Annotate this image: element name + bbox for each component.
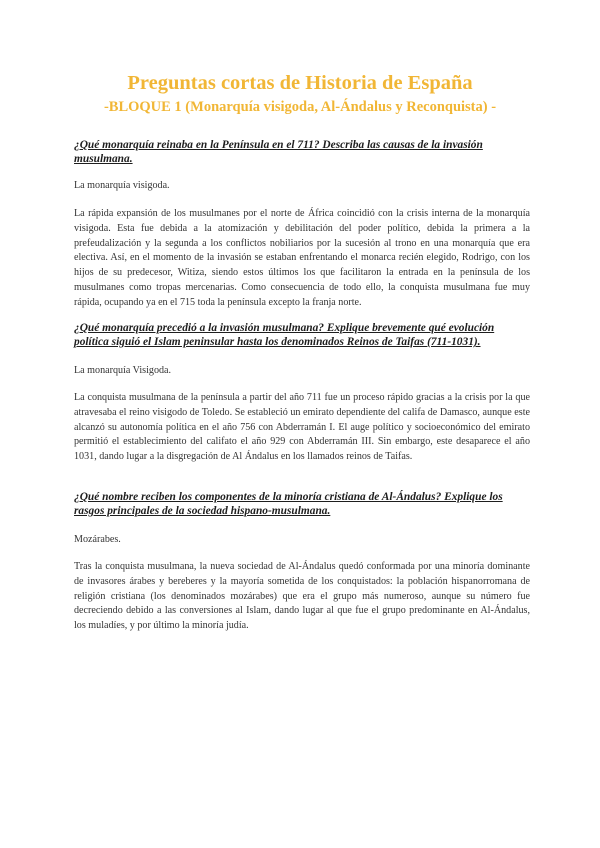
answer-1: La rápida expansión de los musulmanes por el norte de África coincidió con la crisis interna de la monarquía visigoda. Esta fue debida a la atomización y debilitación del poder político, debida la primera a la prefeudalización y la segunda a los conflictos nobiliarios por la sucesión al trono en una monarquía que era electiva. Así, en el momento de la invasión se estaban enfrentando el monarca recién elegido, Rodrigo, con los hijos de su predecesor, Witiza, siendo estos últimos los que facilitaron la entrada en la península de los musulmanes como tropas mercenarias. Como consecuencia de todo ello, la conquista musulmana fue muy rápida, ocupando ya en el 715 toda la península excepto la franja norte.: [74, 208, 530, 308]
question-1: ¿Qué monarquía reinaba en la Península en el 711? Describa las causas de la invasión musulmana.: [74, 139, 483, 165]
short-answer-2: La monarquía Visigoda.: [74, 365, 172, 376]
question-2: ¿Qué monarquía precedió a la invasión musulmana? Explique brevemente qué evolución política siguió el Islam peninsular hasta los denominados Reinos de Taifas (711-1031).: [74, 322, 495, 348]
short-answer-1: La monarquía visigoda.: [74, 180, 170, 191]
answer-3: Tras la conquista musulmana, la nueva sociedad de Al-Ándalus quedó conformada por una minoría dominante de invasores árabes y bereberes y la mayoría sometida de los conquistados: la población hispanorromana de religión cristiana (los denominados mozárabes) que era el grupo más numeroso, aunque su número fue decreciendo debido a las conversiones al Islam, dando lugar al que fue el grupo predominante en Al-Ándalus, los muladíes, y por último la minoría judía.: [74, 561, 530, 632]
answer-2: La conquista musulmana de la península a partir del año 711 fue un proceso rápido gracias a la crisis por la que atravesaba el reino visigodo de Toledo. Se estableció un emirato dependiente del califa de Damasco, aunque este alcanzó su autonomía política en el año 756 con Abderramán I. El auge político y socioeconómico del emirato permitió el establecimiento del califato el año 929 con Abderramán III. Sin embargo, este desaparece el año 1031, dando lugar a la disgregación de Al Ándalus en los llamados reinos de Taifas.: [74, 392, 530, 463]
question-3: ¿Qué nombre reciben los componentes de la minoría cristiana de Al-Ándalus? Explique los rasgos principales de la sociedad hispano-musulmana.: [74, 491, 503, 517]
page-subtitle: -BLOQUE 1 (Monarquía visigoda, Al-Ándalus y Reconquista) -: [103, 99, 497, 115]
short-answer-3: Mozárabes.: [74, 534, 121, 545]
page-title: Preguntas cortas de Historia de España: [127, 72, 473, 94]
